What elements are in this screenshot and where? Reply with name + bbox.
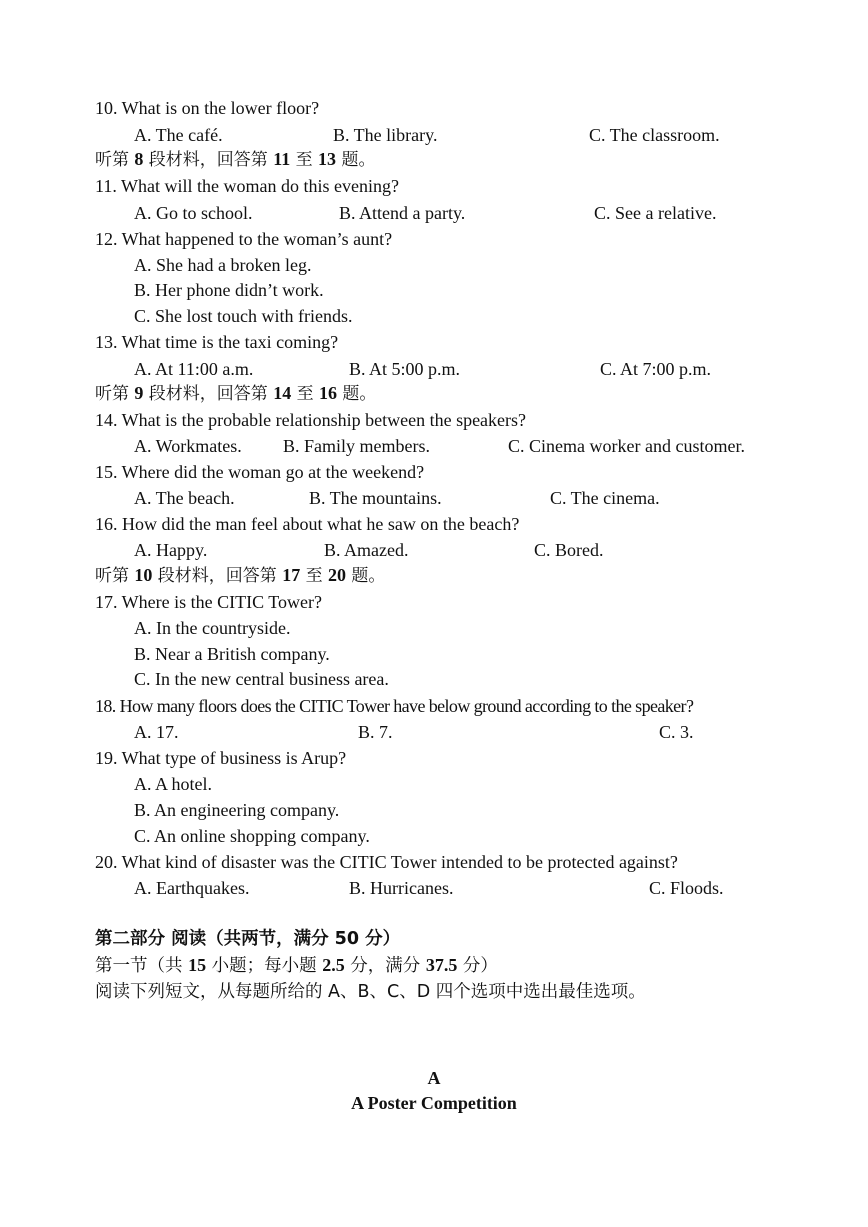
option-a: A. She had a broken leg. bbox=[134, 255, 312, 275]
option-a: A. In the countryside. bbox=[134, 618, 291, 638]
option-b: B. The mountains. bbox=[309, 488, 442, 508]
option-a: A. Workmates. bbox=[134, 436, 242, 456]
listening-instruction: 听第 10 段材料，回答第 17 至 20 题。 bbox=[95, 565, 386, 586]
question-12: 12. What happened to the woman’s aunt? bbox=[95, 229, 393, 249]
question-19: 19. What type of business is Arup? bbox=[95, 748, 347, 768]
option-c: C. Cinema worker and customer. bbox=[508, 436, 745, 456]
option-a: A. Go to school. bbox=[134, 203, 253, 223]
option-c: C. 3. bbox=[659, 722, 694, 742]
passage-letter: A bbox=[427, 1068, 441, 1088]
option-b: B. Amazed. bbox=[324, 540, 409, 560]
option-c: C. At 7:00 p.m. bbox=[600, 359, 712, 379]
option-c: C. The classroom. bbox=[589, 125, 720, 145]
option-a: A. 17. bbox=[134, 722, 179, 742]
listening-instruction: 听第 8 段材料，回答第 11 至 13 题。 bbox=[95, 149, 376, 170]
option-c: C. Bored. bbox=[534, 540, 604, 560]
question-14: 14. What is the probable relationship between the speakers? bbox=[95, 410, 527, 430]
option-a: A. Happy. bbox=[134, 540, 208, 560]
option-b: B. The library. bbox=[333, 125, 438, 145]
option-a: A. A hotel. bbox=[134, 774, 213, 794]
listening-instruction: 听第 9 段材料，回答第 14 至 16 题。 bbox=[95, 383, 377, 404]
option-b: B. Her phone didn’t work. bbox=[134, 280, 324, 300]
question-18: 18. How many floors does the CITIC Tower have below ground according to the speaker? bbox=[95, 696, 694, 716]
option-c: C. An online shopping company. bbox=[134, 826, 370, 846]
passage-title: A Poster Competition bbox=[351, 1093, 517, 1113]
reading-direction: 阅读下列短文，从每题所给的 A、B、C、D 四个选项中选出最佳选项。 bbox=[95, 982, 646, 1002]
option-c: C. She lost touch with friends. bbox=[134, 306, 353, 326]
option-a: A. The beach. bbox=[134, 488, 235, 508]
option-b: B. Hurricanes. bbox=[349, 878, 454, 898]
option-a: A. The café. bbox=[134, 125, 223, 145]
question-10: 10. What is on the lower floor? bbox=[95, 98, 320, 118]
option-b: B. 7. bbox=[358, 722, 393, 742]
part-heading: 第二部分 阅读（共两节，满分 50 分） bbox=[95, 929, 401, 949]
option-b: B. Near a British company. bbox=[134, 644, 330, 664]
question-17: 17. Where is the CITIC Tower? bbox=[95, 592, 323, 612]
option-b: B. At 5:00 p.m. bbox=[349, 359, 461, 379]
option-c: C. Floods. bbox=[649, 878, 724, 898]
option-a: A. At 11:00 a.m. bbox=[134, 359, 254, 379]
option-b: B. Family members. bbox=[283, 436, 430, 456]
option-b: B. An engineering company. bbox=[134, 800, 340, 820]
option-c: C. See a relative. bbox=[594, 203, 717, 223]
question-16: 16. How did the man feel about what he saw on the beach? bbox=[95, 514, 520, 534]
option-b: B. Attend a party. bbox=[339, 203, 466, 223]
option-c: C. In the new central business area. bbox=[134, 669, 389, 689]
option-a: A. Earthquakes. bbox=[134, 878, 250, 898]
section-heading: 第一节（共 15 小题；每小题 2.5 分，满分 37.5 分） bbox=[95, 955, 498, 976]
question-20: 20. What kind of disaster was the CITIC Tower intended to be protected against? bbox=[95, 852, 678, 872]
question-13: 13. What time is the taxi coming? bbox=[95, 332, 339, 352]
option-c: C. The cinema. bbox=[550, 488, 660, 508]
question-11: 11. What will the woman do this evening? bbox=[95, 176, 399, 196]
question-15: 15. Where did the woman go at the weekend? bbox=[95, 462, 425, 482]
